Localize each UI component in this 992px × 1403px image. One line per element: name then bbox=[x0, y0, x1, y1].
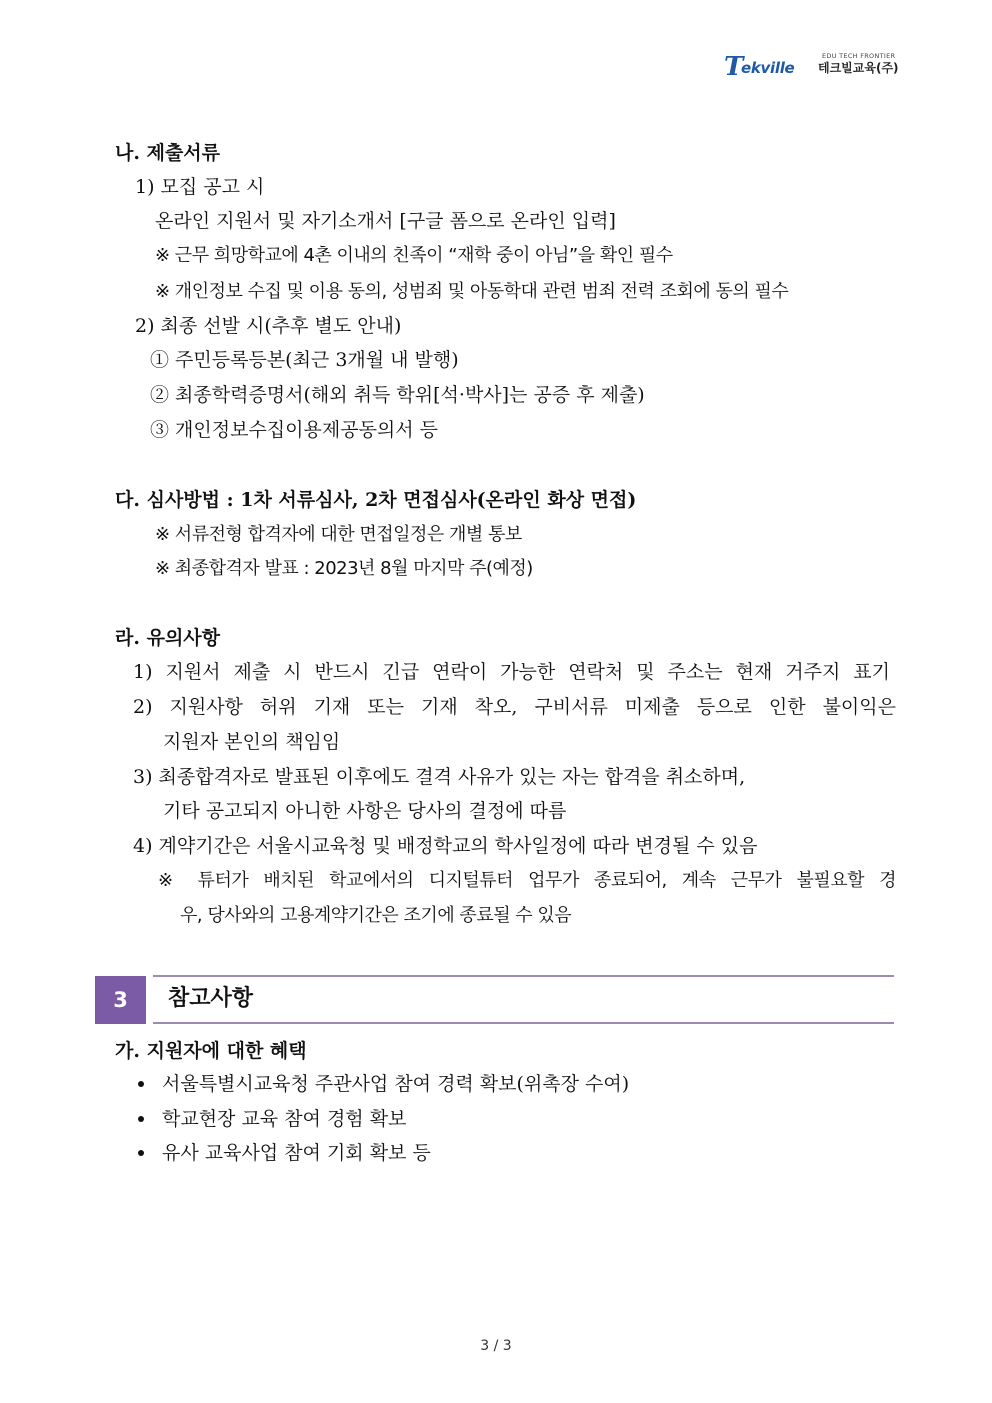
notes-item-3: 3) 최종합격자로 발표된 이후에도 결격 사유가 있는 자는 합격을 취소하며, bbox=[133, 766, 746, 788]
review-note-1: ※ 서류전형 합격자에 대한 면접일정은 개별 통보 bbox=[155, 524, 522, 545]
logo-korean-name: 테크빌교육(주) bbox=[818, 61, 899, 75]
logo-mark: T bbox=[724, 52, 744, 82]
doc-sub-1: ① 주민등록등본(최근 3개월 내 발행) bbox=[150, 349, 459, 371]
logo-tagline: EDU TECH FRONTIER bbox=[822, 52, 896, 60]
doc-sub-2: ② 최종학력증명서(해외 취득 학위[석·박사]는 공증 후 제출) bbox=[150, 384, 645, 406]
section-heading-review: 다. 심사방법 : 1차 서류심사, 2차 면접심사(온라인 화상 면접) bbox=[115, 489, 637, 511]
section-heading-notes: 라. 유의사항 bbox=[115, 627, 220, 649]
section-bottom-rule bbox=[153, 1022, 894, 1024]
section-heading-documents: 나. 제출서류 bbox=[115, 142, 220, 164]
page-number: 3 / 3 bbox=[480, 1338, 512, 1354]
notes-item-2: 2) 지원사항 허위 기재 또는 기재 착오, 구비서류 미제출 등으로 인한 불이익은 bbox=[133, 696, 896, 718]
notes-item-4: 4) 계약기간은 서울시교육청 및 배정학교의 학사일정에 따라 변경될 수 있음 bbox=[133, 835, 758, 857]
doc-item-1: 1) 모집 공고 시 bbox=[135, 176, 265, 198]
benefit-item-1: 서울특별시교육청 주관사업 참여 경력 확보(위촉장 수여) bbox=[162, 1073, 630, 1095]
doc-item-1-text: 온라인 지원서 및 자기소개서 [구글 폼으로 온라인 입력] bbox=[155, 210, 616, 232]
benefit-item-3: 유사 교육사업 참여 기회 확보 등 bbox=[162, 1142, 431, 1164]
doc-note-2: ※ 개인정보 수집 및 이용 동의, 성범죄 및 아동학대 관련 범죄 전력 조회에 동의 필수 bbox=[155, 281, 789, 302]
bullet-icon bbox=[138, 1081, 144, 1087]
notes-item-4-note: ※ 튜터가 배치된 학교에서의 디지털튜터 업무가 종료되어, 계속 근무가 불필요할 경 bbox=[158, 870, 896, 891]
doc-item-2: 2) 최종 선발 시(추후 별도 안내) bbox=[135, 315, 402, 337]
notes-item-3-cont: 기타 공고되지 아니한 사항은 당사의 결정에 따름 bbox=[163, 800, 567, 822]
section-number-badge: 3 bbox=[95, 976, 146, 1024]
notes-item-4-note-cont: 우, 당사와의 고용계약기간은 조기에 종료될 수 있음 bbox=[180, 905, 572, 926]
benefit-item-2: 학교현장 교육 참여 경험 확보 bbox=[162, 1108, 407, 1130]
doc-note-1: ※ 근무 희망학교에 4촌 이내의 친족이 “재학 중이 아님”을 확인 필수 bbox=[155, 245, 673, 266]
logo-wordmark: ekville bbox=[741, 59, 795, 77]
benefits-heading: 가. 지원자에 대한 혜택 bbox=[115, 1040, 307, 1062]
doc-sub-3: ③ 개인정보수집이용제공동의서 등 bbox=[150, 419, 439, 441]
bullet-icon bbox=[138, 1116, 144, 1122]
section-title: 참고사항 bbox=[168, 986, 254, 1011]
review-note-2: ※ 최종합격자 발표 : 2023년 8월 마지막 주(예정) bbox=[155, 558, 533, 579]
notes-item-1: 1) 지원서 제출 시 반드시 긴급 연락이 가능한 연락처 및 주소는 현재 거주지 표기 bbox=[133, 661, 890, 683]
section-top-rule bbox=[153, 975, 894, 977]
bullet-icon bbox=[138, 1150, 144, 1156]
notes-item-2-cont: 지원자 본인의 책임임 bbox=[163, 731, 341, 753]
